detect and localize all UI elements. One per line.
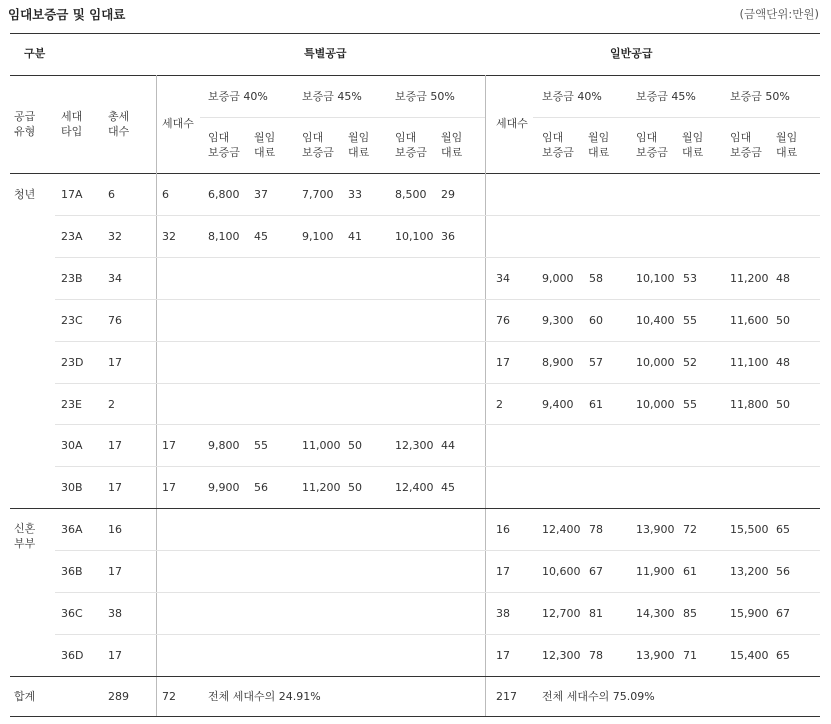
row-special-cell: 6 [162,188,169,201]
header-special-households: 세대수 [162,117,194,130]
row-general-cell: 61 [589,397,603,411]
row-divider [55,466,820,467]
row-total-households: 32 [108,229,122,243]
row-general-cell: 50 [776,397,790,411]
row-special-cell: 6,800 [208,188,240,201]
header-general-monthly-rent: 월임 대료 [682,131,704,159]
row-household-type: 30A [61,439,83,453]
row-general-cell: 57 [589,355,603,369]
row-general-cell: 10,400 [636,313,675,327]
row-special-cell: 55 [254,439,268,453]
row-general-cell: 52 [683,355,697,369]
row-special-cell: 8,500 [395,188,427,201]
row-total-households: 38 [108,607,122,620]
row-general-cell: 11,900 [636,565,675,579]
header-special-deposit-2: 보증금 45% [302,90,362,103]
total-top-border [10,676,820,677]
header-general-households: 세대수 [496,117,528,130]
row-total-households: 76 [108,313,122,327]
row-general-cell: 10,100 [636,271,675,285]
row-general-cell: 56 [776,565,790,579]
row-general-cell: 72 [683,523,697,537]
header-general-deposit-2: 보증금 45% [636,90,696,103]
row-total-households: 6 [108,188,115,201]
row-special-cell: 9,800 [208,439,240,453]
total-label: 합계 [14,690,36,703]
row-household-type: 23B [61,271,83,285]
row-special-cell: 7,700 [302,188,334,201]
row-general-cell: 53 [683,271,697,285]
header-special-deposit-1: 보증금 40% [208,90,268,103]
group-youth: 청년 [14,188,36,201]
row-general-cell: 10,600 [542,565,581,579]
row-special-cell: 17 [162,439,176,453]
row-household-type: 17A [61,188,83,201]
total-general-ratio: 전체 세대수의 75.09% [542,690,655,703]
total-general-households: 217 [496,690,517,703]
header-general-deposit-1: 보증금 40% [542,90,602,103]
row-special-cell: 32 [162,229,176,243]
header-special-rent-deposit: 임대 보증금 [302,131,334,159]
general-subheader-divider [533,117,820,118]
row-special-cell: 29 [441,188,455,201]
row-total-households: 2 [108,397,115,411]
header-divider [10,75,820,76]
page-title: 임대보증금 및 임대료 [8,7,126,22]
header-general-rent-deposit: 임대 보증금 [542,131,574,159]
row-general-cell: 67 [589,565,603,579]
row-general-cell: 16 [496,523,510,537]
table-top-border [10,33,820,34]
row-general-cell: 48 [776,271,790,285]
row-general-cell: 50 [776,313,790,327]
header-special-supply: 특별공급 [304,47,347,60]
row-general-cell: 17 [496,565,510,579]
row-general-cell: 15,900 [730,607,769,620]
header-category: 구분 [24,47,46,60]
row-total-households: 17 [108,481,122,495]
row-general-cell: 60 [589,313,603,327]
row-special-cell: 50 [348,481,362,495]
row-special-cell: 12,400 [395,481,434,495]
row-general-cell: 2 [496,397,503,411]
row-general-cell: 81 [589,607,603,620]
row-total-households: 17 [108,565,122,579]
row-special-cell: 8,100 [208,229,240,243]
header-general-rent-deposit: 임대 보증금 [636,131,668,159]
row-household-type: 23D [61,355,84,369]
group-divider [10,508,820,509]
row-special-cell: 41 [348,229,362,243]
row-general-cell: 17 [496,648,510,662]
row-divider [55,592,820,593]
row-general-cell: 38 [496,607,510,620]
row-general-cell: 13,900 [636,523,675,537]
row-general-cell: 13,200 [730,565,769,579]
row-general-cell: 8,900 [542,355,574,369]
row-divider [55,634,820,635]
header-bottom-border [10,173,820,174]
row-general-cell: 17 [496,355,510,369]
total-special-households: 72 [162,690,176,703]
row-special-cell: 17 [162,481,176,495]
row-general-cell: 12,700 [542,607,581,620]
row-divider [55,341,820,342]
row-general-cell: 9,000 [542,271,574,285]
header-total-households: 총세 대수 [108,110,130,138]
row-divider [55,215,820,216]
row-total-households: 34 [108,271,122,285]
row-general-cell: 65 [776,523,790,537]
header-general-monthly-rent: 월임 대료 [588,131,610,159]
header-general-monthly-rent: 월임 대료 [776,131,798,159]
row-general-cell: 15,400 [730,648,769,662]
row-special-cell: 10,100 [395,229,434,243]
row-general-cell: 78 [589,648,603,662]
group-newlyweds: 신혼 부부 [14,522,36,550]
general-left-border [485,75,486,717]
row-total-households: 16 [108,523,122,537]
total-households: 289 [108,690,129,703]
row-general-cell: 11,200 [730,271,769,285]
row-divider [55,257,820,258]
row-special-cell: 9,900 [208,481,240,495]
row-general-cell: 11,100 [730,355,769,369]
header-general-deposit-3: 보증금 50% [730,90,790,103]
header-special-monthly-rent: 월임 대료 [441,131,463,159]
header-general-supply: 일반공급 [610,47,653,60]
row-special-cell: 33 [348,188,362,201]
row-general-cell: 11,800 [730,397,769,411]
row-special-cell: 11,200 [302,481,341,495]
row-special-cell: 36 [441,229,455,243]
row-total-households: 17 [108,439,122,453]
row-general-cell: 55 [683,397,697,411]
row-general-cell: 11,600 [730,313,769,327]
row-general-cell: 61 [683,565,697,579]
row-special-cell: 50 [348,439,362,453]
row-general-cell: 71 [683,648,697,662]
row-household-type: 36A [61,523,83,537]
header-special-monthly-rent: 월임 대료 [348,131,370,159]
row-special-cell: 37 [254,188,268,201]
row-divider [55,383,820,384]
row-general-cell: 48 [776,355,790,369]
row-general-cell: 10,000 [636,397,675,411]
row-special-cell: 44 [441,439,455,453]
row-general-cell: 10,000 [636,355,675,369]
row-general-cell: 65 [776,648,790,662]
row-divider [55,550,820,551]
header-special-monthly-rent: 월임 대료 [254,131,276,159]
row-household-type: 36B [61,565,83,579]
row-household-type: 36C [61,607,83,620]
row-special-cell: 9,100 [302,229,334,243]
row-general-cell: 9,400 [542,397,574,411]
row-special-cell: 12,300 [395,439,434,453]
row-general-cell: 13,900 [636,648,675,662]
row-general-cell: 76 [496,313,510,327]
row-household-type: 23E [61,397,82,411]
unit-note: (금액단위:만원) [739,7,819,21]
row-divider [55,424,820,425]
table-bottom-border [10,716,820,717]
row-general-cell: 85 [683,607,697,620]
row-special-cell: 11,000 [302,439,341,453]
row-special-cell: 45 [441,481,455,495]
row-general-cell: 9,300 [542,313,574,327]
header-supply-type: 공급 유형 [14,110,36,138]
row-household-type: 36D [61,648,84,662]
header-special-rent-deposit: 임대 보증금 [208,131,240,159]
row-general-cell: 15,500 [730,523,769,537]
row-general-cell: 12,400 [542,523,581,537]
header-special-rent-deposit: 임대 보증금 [395,131,427,159]
row-general-cell: 34 [496,271,510,285]
special-left-border [156,75,157,717]
header-household-type: 세대 타입 [61,110,83,138]
special-subheader-divider [200,117,485,118]
row-household-type: 23A [61,229,83,243]
row-special-cell: 56 [254,481,268,495]
row-general-cell: 14,300 [636,607,675,620]
row-total-households: 17 [108,648,122,662]
total-special-ratio: 전체 세대수의 24.91% [208,690,321,703]
row-general-cell: 67 [776,607,790,620]
row-general-cell: 12,300 [542,648,581,662]
row-general-cell: 58 [589,271,603,285]
row-total-households: 17 [108,355,122,369]
row-divider [55,299,820,300]
row-general-cell: 55 [683,313,697,327]
header-special-deposit-3: 보증금 50% [395,90,455,103]
row-household-type: 23C [61,313,83,327]
row-household-type: 30B [61,481,83,495]
header-general-rent-deposit: 임대 보증금 [730,131,762,159]
row-general-cell: 78 [589,523,603,537]
row-special-cell: 45 [254,229,268,243]
